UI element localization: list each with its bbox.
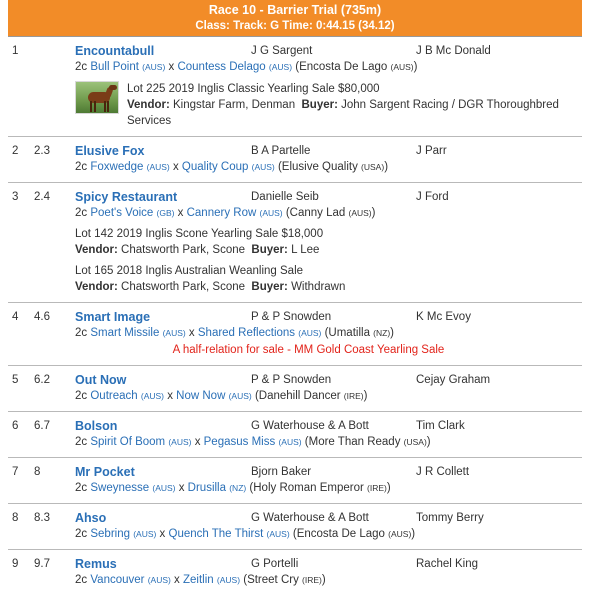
vendor-name: Chatsworth Park, Scone: [121, 281, 246, 293]
runner-row: [8, 182, 582, 302]
buyer-name: L Lee: [291, 244, 320, 256]
cross-separator: x: [172, 161, 179, 173]
horse-name-link[interactable]: Smart Image: [75, 310, 151, 324]
runner-number: 1: [12, 45, 19, 57]
trainer-name: Bjorn Baker: [251, 466, 312, 478]
sale-record: [75, 81, 582, 129]
sale-record: [75, 226, 582, 258]
jockey-name: Tommy Berry: [416, 512, 484, 524]
damsire: (Encosta De Lago (AUS)): [295, 61, 418, 73]
trainer-name: P & P Snowden: [251, 374, 332, 386]
sale-parties: [75, 242, 582, 258]
trainer-name: B A Partelle: [251, 145, 311, 157]
runner-row: [8, 365, 582, 411]
sex-age: 2c: [75, 61, 88, 73]
buyer-name: John Sargent Racing / DGR Thoroughbred Services: [127, 99, 559, 127]
trainer-name: Danielle Seib: [251, 191, 319, 203]
cross-separator: x: [188, 327, 195, 339]
runner-number: 9: [12, 558, 19, 570]
damsire: (Street Cry (IRE)): [243, 574, 326, 586]
sire-link[interactable]: Foxwedge (AUS): [90, 161, 170, 173]
vendor-label: Vendor:: [75, 281, 118, 293]
pedigree: [75, 435, 582, 450]
runner-number: 8: [12, 512, 19, 524]
pedigree: [75, 481, 582, 496]
buyer-label: Buyer:: [301, 99, 338, 111]
sex-age: 2c: [75, 161, 88, 173]
race-title: Race 10 - Barrier Trial (735m): [208, 3, 382, 17]
sire-link[interactable]: Sebring (AUS): [90, 528, 157, 540]
runner-odds: 2.3: [34, 145, 50, 157]
horse-name-link[interactable]: Ahso: [75, 511, 107, 525]
sex-age: 2c: [75, 436, 88, 448]
sex-age: 2c: [75, 207, 88, 219]
runner-row: [8, 457, 582, 503]
pedigree: [75, 326, 582, 341]
cross-separator: x: [168, 61, 175, 73]
sire-link[interactable]: Poet's Voice (GB): [90, 207, 175, 219]
horse-name-link[interactable]: Mr Pocket: [75, 465, 135, 479]
vendor-label: Vendor:: [127, 99, 170, 111]
trainer-name: G Waterhouse & A Bott: [251, 512, 369, 524]
race-header: [8, 0, 582, 36]
sex-age: 2c: [75, 327, 88, 339]
sex-age: 2c: [75, 574, 88, 586]
sex-age: 2c: [75, 390, 88, 402]
runner-row: [8, 302, 582, 365]
sale-lot: Lot 142 2019 Inglis Scone Yearling Sale $18,000: [75, 228, 324, 240]
sex-age: 2c: [75, 482, 88, 494]
cross-separator: x: [159, 528, 166, 540]
vendor-name: Chatsworth Park, Scone: [121, 244, 246, 256]
vendor-name: Kingstar Farm, Denman: [173, 99, 296, 111]
pedigree: [75, 389, 582, 404]
sex-age: 2c: [75, 528, 88, 540]
damsire: (Danehill Dancer (IRE)): [254, 390, 368, 402]
runner-number: 6: [12, 420, 19, 432]
sire-link[interactable]: Outreach (AUS): [90, 390, 165, 402]
runner-number: 4: [12, 311, 19, 323]
horse-name-link[interactable]: Bolson: [75, 419, 118, 433]
dam-link[interactable]: Quench The Thirst (AUS): [168, 528, 290, 540]
vendor-label: Vendor:: [75, 244, 118, 256]
runner-odds: 9.7: [34, 558, 50, 570]
horse-name-link[interactable]: Elusive Fox: [75, 144, 145, 158]
horse-name-link[interactable]: Spicy Restaurant: [75, 190, 178, 204]
dam-link[interactable]: Countess Delago (AUS): [177, 61, 293, 73]
jockey-name: K Mc Evoy: [416, 311, 471, 323]
trainer-name: J G Sargent: [251, 45, 313, 57]
damsire: (Holy Roman Emperor (IRE)): [249, 482, 391, 494]
jockey-name: Tim Clark: [416, 420, 465, 432]
dam-link[interactable]: Drusilla (NZ): [187, 482, 247, 494]
sire-link[interactable]: Sweynesse (AUS): [90, 482, 176, 494]
pedigree: [75, 527, 582, 542]
race-subtitle: Class: Track: G Time: 0:44.15 (34.12): [195, 20, 395, 32]
runner-row: [8, 503, 582, 549]
runner-row: [8, 36, 582, 136]
cross-separator: x: [167, 390, 173, 402]
trainer-name: P & P Snowden: [251, 311, 332, 323]
cross-separator: x: [177, 207, 184, 219]
pedigree: [75, 60, 582, 75]
jockey-name: Cejay Graham: [416, 374, 491, 386]
runner-odds: 6.2: [34, 374, 50, 386]
jockey-name: J Ford: [416, 191, 449, 203]
sire-link[interactable]: Vancouver (AUS): [90, 574, 171, 586]
runner-number: 2: [12, 145, 19, 157]
dam-link[interactable]: Pegasus Miss (AUS): [203, 436, 302, 448]
trainer-name: G Portelli: [251, 558, 299, 570]
runner-odds: 4.6: [34, 311, 50, 323]
dam-link[interactable]: Shared Reflections (AUS): [197, 327, 322, 339]
sale-record: [75, 263, 582, 295]
pedigree: [75, 160, 582, 175]
buyer-name: Withdrawn: [291, 281, 346, 293]
pedigree: [75, 206, 582, 221]
runner-number: 3: [12, 191, 19, 203]
dam-link[interactable]: Zeitlin (AUS): [183, 574, 241, 586]
sale-parties: [127, 97, 582, 129]
trainer-name: G Waterhouse & A Bott: [251, 420, 369, 432]
sale-lot: Lot 165 2018 Inglis Australian Weanling Sale: [75, 265, 304, 277]
damsire: (Encosta De Lago (AUS)): [292, 528, 416, 540]
jockey-name: J B Mc Donald: [416, 45, 491, 57]
dam-link[interactable]: Now Now (AUS): [176, 390, 252, 402]
jockey-name: Rachel King: [416, 558, 479, 570]
sire-link[interactable]: Bull Point (AUS): [90, 61, 166, 73]
cross-separator: x: [194, 436, 201, 448]
buyer-label: Buyer:: [251, 244, 288, 256]
runner-row: [8, 411, 582, 457]
horse-photo[interactable]: [75, 81, 119, 114]
damsire: (More Than Ready (USA)): [304, 436, 431, 448]
runner-row: [8, 549, 582, 595]
runner-list: [8, 36, 582, 595]
cross-separator: x: [174, 574, 180, 586]
horse-name-link[interactable]: Out Now: [75, 373, 127, 387]
runner-number: 5: [12, 374, 19, 386]
cross-separator: x: [178, 482, 185, 494]
runner-odds: 8: [34, 466, 41, 478]
damsire: (Elusive Quality (USA)): [277, 161, 389, 173]
pedigree: [75, 573, 582, 588]
jockey-name: J Parr: [416, 145, 447, 157]
sire-link[interactable]: Spirit Of Boom (AUS): [90, 436, 192, 448]
damsire: (Canny Lad (AUS)): [285, 207, 376, 219]
runner-odds: 6.7: [34, 420, 50, 432]
runner-row: [8, 136, 582, 182]
damsire: (Umatilla (NZ)): [324, 327, 395, 339]
sale-lot: Lot 225 2019 Inglis Classic Yearling Sale $80,000: [127, 83, 380, 95]
runner-number: 7: [12, 466, 19, 478]
dam-link[interactable]: Cannery Row (AUS): [186, 207, 283, 219]
horse-name-link[interactable]: Encountabull: [75, 44, 155, 58]
runner-odds: 2.4: [34, 191, 50, 203]
buyer-label: Buyer:: [251, 281, 288, 293]
runner-odds: 8.3: [34, 512, 50, 524]
sale-relation-notice[interactable]: A half-relation for sale - MM Gold Coast Yearling Sale: [172, 344, 445, 356]
sire-link[interactable]: Smart Missile (AUS): [90, 327, 186, 339]
dam-link[interactable]: Quality Coup (AUS): [181, 161, 275, 173]
jockey-name: J R Collett: [416, 466, 470, 478]
horse-name-link[interactable]: Remus: [75, 557, 117, 571]
sale-parties: [75, 279, 582, 295]
